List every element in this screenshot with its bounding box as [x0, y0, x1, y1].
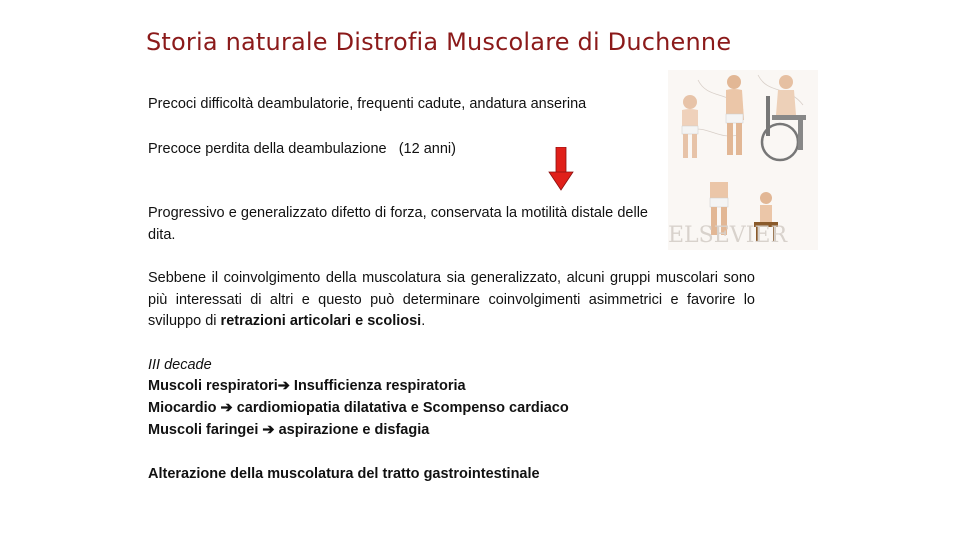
item-respiratory-result: Insufficienza respiratoria — [293, 378, 466, 394]
red-down-arrow-icon — [548, 147, 574, 191]
item-pharyngeal-result: aspirazione e disfagia — [278, 422, 430, 438]
dmd-progression-illustration — [668, 70, 818, 250]
text-line-early-difficulties: Precoci difficoltà deambulatorie, frequenti cadute, andatura anserina — [148, 96, 587, 112]
item-myocardium-result: cardiomiopatia dilatativa e Scompenso cardiaco — [236, 400, 569, 416]
asymmetric-bold-text: retrazioni articolari e scoliosi — [220, 313, 422, 329]
right-arrow-icon: ➔ — [220, 400, 233, 416]
text-gastrointestinal: Alterazione della muscolatura del tratto gastrointestinale — [148, 466, 540, 482]
item-myocardium-lead: Miocardio — [148, 400, 221, 416]
item-respiratory-lead: Muscoli respiratori — [148, 378, 278, 394]
loss-of-ambulation-label: Precoce perdita della deambulazione — [148, 141, 387, 157]
decade-label: III decade — [148, 357, 212, 373]
illustration-watermark: ELSEVIER — [668, 223, 788, 248]
item-pharyngeal-lead: Muscoli faringei — [148, 422, 263, 438]
item-myocardium — [148, 400, 569, 416]
text-line-loss-of-ambulation — [148, 141, 456, 157]
item-pharyngeal — [148, 422, 429, 438]
loss-of-ambulation-age: (12 anni) — [398, 141, 456, 157]
text-asymmetric-involvement — [148, 268, 755, 333]
right-arrow-icon: ➔ — [277, 378, 290, 394]
item-respiratory — [148, 378, 466, 394]
page-title: Storia naturale Distrofia Muscolare di Duchenne — [146, 28, 732, 56]
asymmetric-text: Sebbene il coinvolgimento della muscolatura sia generalizzato, alcuni gruppi muscolari sono più interessati di altri e questo può determinare coinvolgimenti asimmetrici e favorire lo sviluppo di — [148, 270, 755, 329]
text-progressive-weakness: Progressivo e generalizzato difetto di forza, conservata la motilità distale delle dita. — [148, 205, 648, 243]
asymmetric-end: . — [421, 313, 426, 329]
right-arrow-icon: ➔ — [262, 422, 275, 438]
